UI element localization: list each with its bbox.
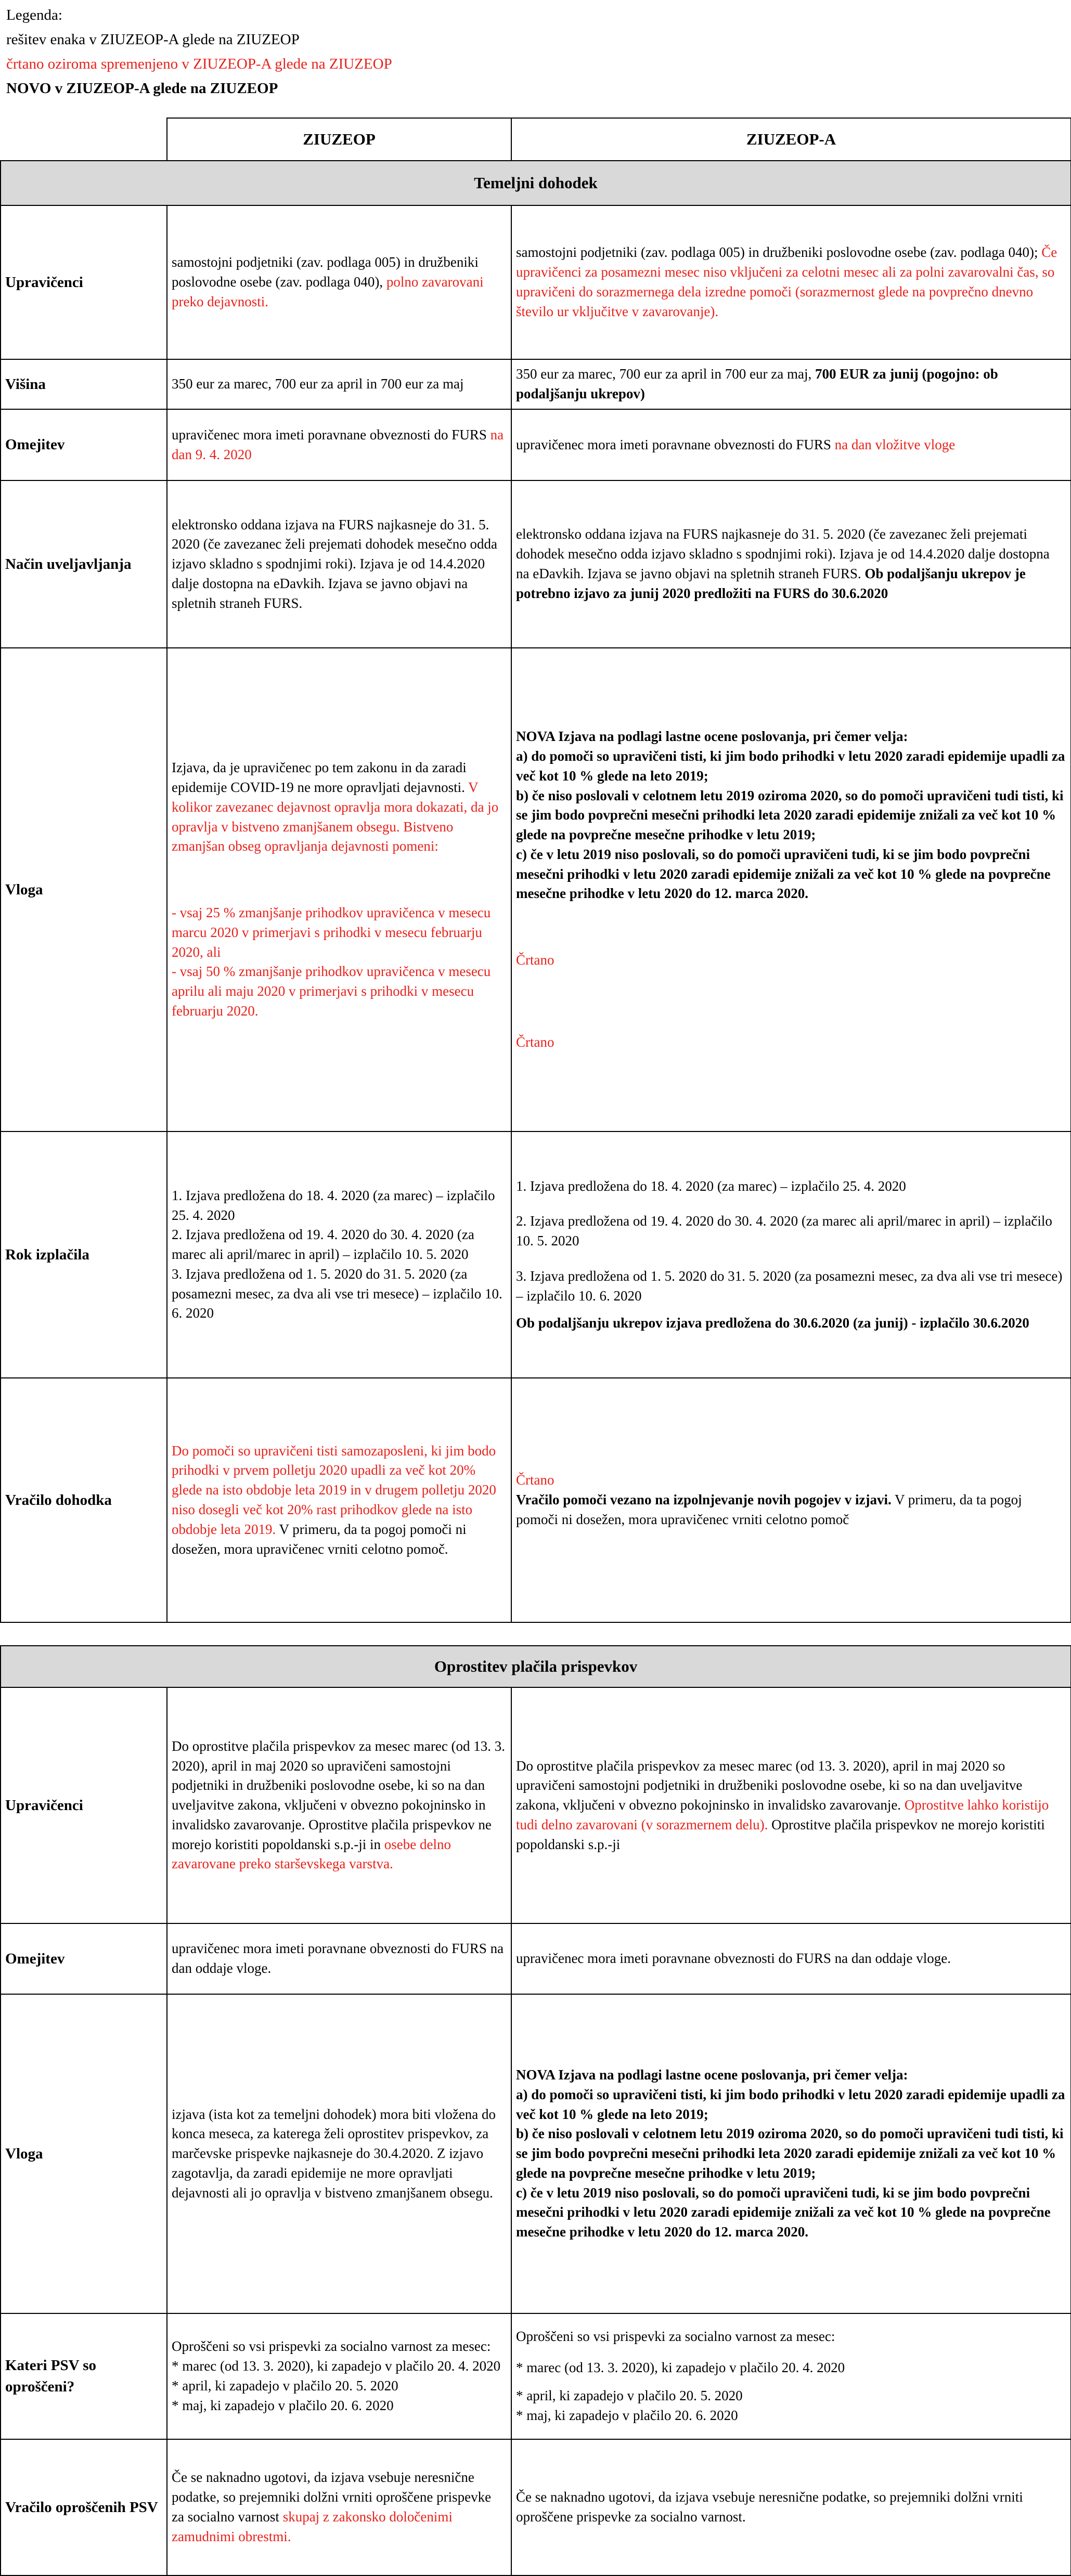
column-header-ziuzeop: ZIUZEOP	[167, 118, 511, 161]
ziuzeop-a-cell: NOVA Izjava na podlagi lastne ocene poslovanja, pri čemer velja: a) do pomoči so upravičeni tisti, ki jim bodo prihodki v letu 2020 zaradi epidemije upadli za več kot 10 % glede na leto 2019; b) če niso poslovali v celotnem letu 2019 oziroma 2020, so do pomoči upravičeni tudi tisti, ki se jim bodo povprečni mesečni prihodki leta 2020 zaradi epidemije znižali za več kot 10 % glede na povprečne mesečne prihodke v letu 2019; c) če v letu 2019 niso poslovali, so do pomoči upravičeni tudi, ki se jim bodo povprečni mesečni prihodki v letu 2020 zaradi epidemije znižali za več kot 10 % glede na povprečne mesečne prihodke v letu 2020 do 12. marca 2020. Črtano Črtano	[511, 648, 1071, 1131]
blank-header-cell	[1, 118, 167, 161]
ziuzeop-cell: izjava (ista kot za temeljni dohodek) mora biti vložena do konca meseca, za katerega želi oprostitev prispevkov, za marčevske prispevke najkasneje do 30.4.2020. Z izjavo zagotavlja, da zaradi epidemije ne more opravljati dejavnosti ali jo opravlja v bistveno zmanjšanem obsegu.	[167, 1994, 511, 2313]
ziuzeop-a-cell: Črtano Vračilo pomoči vezano na izpolnjevanje novih pogojev v izjavi. V primeru, da ta pogoj pomoči ni dosežen, mora upravičenec vrniti celotno pomoč	[511, 1378, 1071, 1622]
legend-red: črtano oziroma spremenjeno v ZIUZEOP-A glede na ZIUZEOP	[6, 56, 392, 72]
section-title: Temeljni dohodek	[1, 161, 1071, 205]
table-row	[1, 205, 1071, 359]
ziuzeop-cell: elektronsko oddana izjava na FURS najkasneje do 31. 5. 2020 (če zavezanec želi prejemati dohodek mesečno odda izjavo skladno s spodnjimi roki). Izjava je od 14.4.2020 dalje dostopna na eDavkih. Izjava se javno objavi na spletnih straneh FURS.	[167, 480, 511, 648]
ziuzeop-a-cell: Če se naknadno ugotovi, da izjava vsebuje neresnične podatke, so prejemniki dolžni vrniti oproščene prispevke za socialno varnost.	[511, 2439, 1071, 2575]
ziuzeop-cell: Če se naknadno ugotovi, da izjava vsebuje neresnične podatke, so prejemniki dolžni vrniti oproščene prispevke za socialno varnost skupaj z zakonsko določenimi zamudnimi obrestmi.	[167, 2439, 511, 2575]
table-temeljni-dohodek	[0, 118, 1071, 1623]
ziuzeop-a-cell: Do oprostitve plačila prispevkov za mesec marec (od 13. 3. 2020), april in maj 2020 so upravičeni samostojni podjetniki in družbeniki poslovodne osebe, ki so na dan uveljavitve zakona, vključeni v obvezno pokojninsko in invalidsko zavarovanje. Oprostitve lahko koristijo tudi delno zavarovani (v sorazmernem delu). Oprostitve plačila prispevkov ne morejo koristiti popoldanski s.p.-ji	[511, 1687, 1071, 1923]
ziuzeop-a-cell: 1. Izjava predložena do 18. 4. 2020 (za marec) – izplačilo 25. 4. 2020 2. Izjava predložena od 19. 4. 2020 do 30. 4. 2020 (za marec ali april/marec in april) – izplačilo 10. 5. 2020 3. Izjava predložena od 1. 5. 2020 do 31. 5. 2020 (za posamezni mesec, za dva ali vse tri mesece) – izplačilo 10. 6. 2020 Ob podaljšanju ukrepov izjava predložena do 30.6.2020 (za junij) - izplačilo 30.6.2020	[511, 1131, 1071, 1378]
row-label: Rok izplačila	[1, 1131, 167, 1378]
legend-black: rešitev enaka v ZIUZEOP-A glede na ZIUZEOP	[6, 31, 300, 48]
ziuzeop-a-cell: upravičenec mora imeti poravnane obveznosti do FURS na dan vložitve vloge	[511, 409, 1071, 480]
section-title: Oprostitev plačila prispevkov	[1, 1646, 1071, 1687]
ziuzeop-cell: samostojni podjetniki (zav. podlaga 005) in družbeniki poslovodne osebe (zav. podlaga 040), polno zavarovani preko dejavnosti.	[167, 205, 511, 359]
table-row	[1, 1131, 1071, 1378]
table-row	[1, 1687, 1071, 1923]
ziuzeop-cell: Izjava, da je upravičenec po tem zakonu in da zaradi epidemije COVID-19 ne more opravljati dejavnosti. V kolikor zavezanec dejavnost opravlja mora dokazati, da jo opravlja v bistveno zmanjšanem obsegu. Bistveno zmanjšan obseg opravljanja dejavnosti pomeni: - vsaj 25 % zmanjšanje prihodkov upravičenca v mesecu marcu 2020 v primerjavi s prihodki v mesecu februarju 2020, ali - vsaj 50 % zmanjšanje prihodkov upravičenca v mesecu aprilu ali maju 2020 v primerjavi s prihodki v mesecu februarju 2020.	[167, 648, 511, 1131]
table-row	[1, 1994, 1071, 2313]
table-row	[1, 648, 1071, 1131]
table-row	[1, 2313, 1071, 2439]
table-row	[1, 409, 1071, 480]
legend	[6, 3, 392, 101]
table-oprostitev-prispevkov	[0, 1645, 1071, 2576]
ziuzeop-cell: 350 eur za marec, 700 eur za april in 700 eur za maj	[167, 359, 511, 409]
ziuzeop-a-cell: samostojni podjetniki (zav. podlaga 005) in družbeniki poslovodne osebe (zav. podlaga 040); Če upravičenci za posamezni mesec niso vključeni za celotni mesec ali za polni zavarovalni čas, so upravičeni do sorazmernega dela izredne pomoči (sorazmernost glede na povprečno dnevno število ur vključitve v zavarovanje).	[511, 205, 1071, 359]
ziuzeop-cell: upravičenec mora imeti poravnane obveznosti do FURS na dan oddaje vloge.	[167, 1923, 511, 1994]
row-label: Omejitev	[1, 1923, 167, 1994]
ziuzeop-a-cell: elektronsko oddana izjava na FURS najkasneje do 31. 5. 2020 (če zavezanec želi prejemati dohodek mesečno odda izjavo skladno s spodnjimi roki). Izjava je od 14.4.2020 dalje dostopna na eDavkih. Izjava se javno objavi na spletnih straneh FURS. Ob podaljšanju ukrepov je potrebno izjavo za junij 2020 predložiti na FURS do 30.6.2020	[511, 480, 1071, 648]
ziuzeop-a-cell: Oproščeni so vsi prispevki za socialno varnost za mesec: * marec (od 13. 3. 2020), ki zapadejo v plačilo 20. 4. 2020 * april, ki zapadejo v plačilo 20. 5. 2020 * maj, ki zapadejo v plačilo 20. 6. 2020	[511, 2313, 1071, 2439]
row-label: Višina	[1, 359, 167, 409]
table-row	[1, 2439, 1071, 2575]
row-label: Vračilo dohodka	[1, 1378, 167, 1622]
ziuzeop-cell: upravičenec mora imeti poravnane obveznosti do FURS na dan 9. 4. 2020	[167, 409, 511, 480]
table-row	[1, 359, 1071, 409]
row-label: Upravičenci	[1, 205, 167, 359]
row-label: Vračilo oproščenih PSV	[1, 2439, 167, 2575]
table-row	[1, 1378, 1071, 1622]
ziuzeop-a-cell: 350 eur za marec, 700 eur za april in 700 eur za maj, 700 EUR za junij (pogojno: ob podaljšanju ukrepov)	[511, 359, 1071, 409]
ziuzeop-a-cell: NOVA Izjava na podlagi lastne ocene poslovanja, pri čemer velja: a) do pomoči so upravičeni tisti, ki jim bodo prihodki v letu 2020 zaradi epidemije upadli za več kot 10 % glede na leto 2019; b) če niso poslovali v celotnem letu 2019 oziroma 2020, so do pomoči upravičeni tudi tisti, ki se jim bodo povprečni mesečni prihodki leta 2020 zaradi epidemije znižali za več kot 10 % glede na povprečne mesečne prihodke v letu 2019; c) če v letu 2019 niso poslovali, so do pomoči upravičeni tudi, ki se jim bodo povprečni mesečni prihodki v letu 2020 zaradi epidemije znižali za več kot 10 % glede na povprečne mesečne prihodke v letu 2020 do 12. marca 2020.	[511, 1994, 1071, 2313]
ziuzeop-cell: Oproščeni so vsi prispevki za socialno varnost za mesec: * marec (od 13. 3. 2020), ki zapadejo v plačilo 20. 4. 2020 * april, ki zapadejo v plačilo 20. 5. 2020 * maj, ki zapadejo v plačilo 20. 6. 2020	[167, 2313, 511, 2439]
legend-title: Legenda:	[6, 7, 62, 23]
row-label: Omejitev	[1, 409, 167, 480]
row-label: Upravičenci	[1, 1687, 167, 1923]
ziuzeop-cell: Do oprostitve plačila prispevkov za mesec marec (od 13. 3. 2020), april in maj 2020 so upravičeni samostojni podjetniki in družbeniki poslovodne osebe, ki so na dan uveljavitve zakona, vključeni v obvezno pokojninsko in invalidsko zavarovanje. Oprostitve plačila prispevkov ne morejo koristiti popoldanski s.p.-ji in osebe delno zavarovane preko starševskega varstva.	[167, 1687, 511, 1923]
ziuzeop-cell: Do pomoči so upravičeni tisti samozaposleni, ki jim bodo prihodki v prvem polletju 2020 upadli za več kot 20% glede na isto obdobje leta 2019 in v drugem polletju 2020 niso dosegli več kot 20% rast prihodkov glede na isto obdobje leta 2019. V primeru, da ta pogoj pomoči ni dosežen, mora upravičenec vrniti celotno pomoč.	[167, 1378, 511, 1622]
ziuzeop-cell: 1. Izjava predložena do 18. 4. 2020 (za marec) – izplačilo 25. 4. 2020 2. Izjava predložena od 19. 4. 2020 do 30. 4. 2020 (za marec ali april/marec in april) – izplačilo 10. 5. 2020 3. Izjava predložena od 1. 5. 2020 do 31. 5. 2020 (za posamezni mesec, za dva ali vse tri mesece) – izplačilo 10. 6. 2020	[167, 1131, 511, 1378]
column-header-ziuzeop-a: ZIUZEOP-A	[511, 118, 1071, 161]
row-label: Način uveljavljanja	[1, 480, 167, 648]
row-label: Kateri PSV so oproščeni?	[1, 2313, 167, 2439]
ziuzeop-a-cell: upravičenec mora imeti poravnane obveznosti do FURS na dan oddaje vloge.	[511, 1923, 1071, 1994]
row-label: Vloga	[1, 648, 167, 1131]
table-row	[1, 1923, 1071, 1994]
table-row	[1, 480, 1071, 648]
legend-bold: NOVO v ZIUZEOP-A glede na ZIUZEOP	[6, 80, 278, 97]
row-label: Vloga	[1, 1994, 167, 2313]
